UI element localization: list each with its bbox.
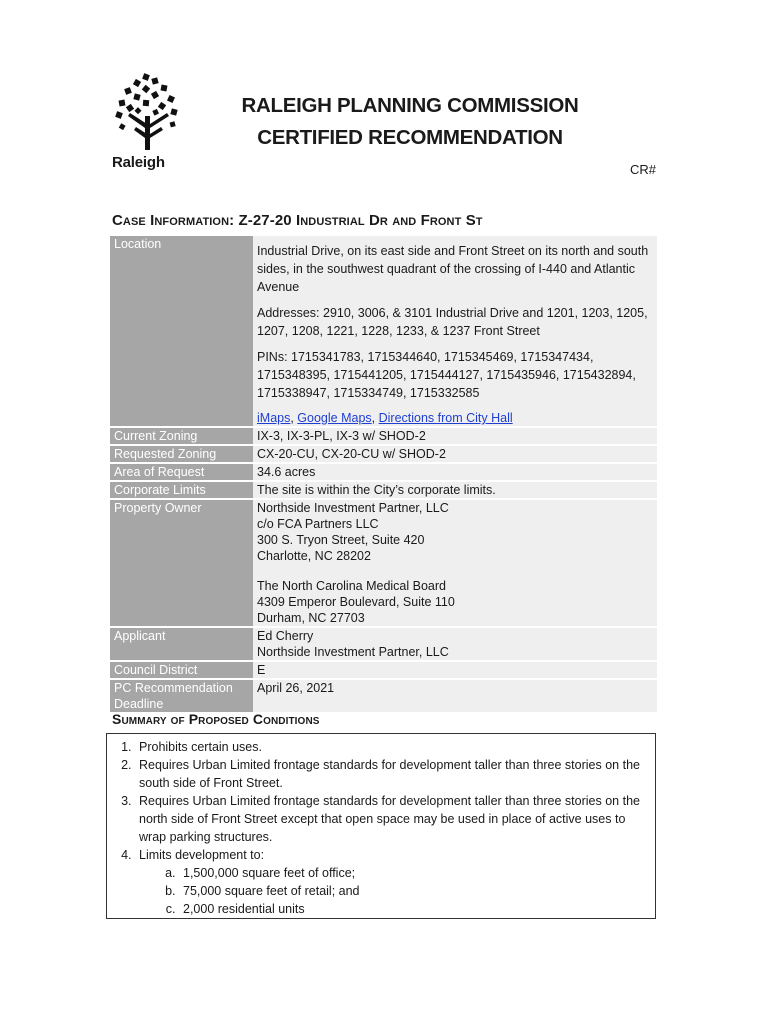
corporate-limits-value: The site is within the City’s corporate limits. (253, 482, 657, 498)
council-district-label: Council District (110, 662, 253, 678)
case-information-heading: Case Information: Z-27-20 Industrial Dr and Front St (112, 212, 483, 229)
owner-line: Northside Investment Partner, LLC (257, 501, 449, 515)
owner-line: c/o FCA Partners LLC (257, 517, 379, 531)
applicant-value (253, 628, 657, 660)
list-item: 2. Requires Urban Limited frontage standards for development taller than three stories on the south side of Front Street. (135, 756, 655, 792)
pc-deadline-label: PC Recommendation Deadline (110, 680, 253, 712)
council-district-value: E (253, 662, 657, 678)
imaps-link[interactable]: iMaps (257, 411, 291, 425)
oak-tree-icon (112, 72, 184, 152)
logo-wordmark: Raleigh (112, 154, 165, 171)
area-label: Area of Request (110, 464, 253, 480)
table-row-current-zoning (110, 428, 657, 444)
applicant-line: Ed Cherry (257, 629, 314, 643)
list-item: b. 75,000 square feet of retail; and (179, 882, 655, 900)
list-item: 3. Requires Urban Limited frontage standards for development taller than three stories on the north side of Front Street except that open space may be used in place of active uses to wrap parking structures. (135, 792, 655, 846)
owner-line: 300 S. Tryon Street, Suite 420 (257, 533, 425, 547)
page-title-line2: CERTIFIED RECOMMENDATION (257, 126, 563, 149)
applicant-label: Applicant (110, 628, 253, 660)
table-row-corporate-limits (110, 482, 657, 498)
location-pins: PINs: 1715341783, 1715344640, 1715345469, 1715347434, 1715348395, 1715441205, 1715444127, 1715435946, 1715432894, 1715338947, 1715334749, 1715332585 (257, 350, 636, 400)
cr-number-label: CR# (629, 162, 656, 177)
list-item: 4. Limits development to: a. 1,500,000 square feet of office; b. 75,000 square feet of retail; and c. 2,000 residential units (135, 846, 655, 918)
location-value (253, 236, 657, 426)
list-item: 1. Prohibits certain uses. (135, 738, 655, 756)
summary-conditions-box (106, 733, 656, 919)
current-zoning-label: Current Zoning (110, 428, 253, 444)
list-item: c. 2,000 residential units (179, 900, 655, 918)
list-item: a. 1,500,000 square feet of office; (179, 864, 655, 882)
table-row-applicant (110, 628, 657, 660)
owner2-line: 4309 Emperor Boulevard, Suite 110 (257, 595, 455, 609)
owner2-line: Durham, NC 27703 (257, 611, 365, 625)
current-zoning-value: IX-3, IX-3-PL, IX-3 w/ SHOD-2 (253, 428, 657, 444)
location-description: Industrial Drive, on its east side and Front Street on its north and south sides, in the southwest quadrant of the crossing of I-440 and Atlantic Avenue (257, 244, 649, 294)
property-owner-label: Property Owner (110, 500, 253, 626)
table-row-pc-deadline (110, 680, 657, 712)
raleigh-logo (112, 72, 184, 180)
owner2-line: The North Carolina Medical Board (257, 579, 446, 593)
location-addresses: Addresses: 2910, 3006, & 3101 Industrial Drive and 1201, 1203, 1205, 1207, 1208, 1221, 1228, 1233, & 1237 Front Street (257, 306, 648, 338)
table-row-requested-zoning (110, 446, 657, 462)
location-label: Location (110, 236, 253, 426)
table-row-property-owner (110, 500, 657, 626)
table-row-location (110, 236, 657, 426)
case-info-table (110, 234, 657, 714)
corporate-limits-label: Corporate Limits (110, 482, 253, 498)
owner-line: Charlotte, NC 28202 (257, 549, 371, 563)
applicant-line: Northside Investment Partner, LLC (257, 645, 449, 659)
page-title-line1: RALEIGH PLANNING COMMISSION (241, 94, 579, 117)
google-maps-link[interactable]: Google Maps (297, 411, 372, 425)
table-row-council-district (110, 662, 657, 678)
requested-zoning-label: Requested Zoning (110, 446, 253, 462)
table-row-area (110, 464, 657, 480)
map-links: iMaps, Google Maps, Directions from City Hall (257, 411, 513, 425)
summary-heading: Summary of Proposed Conditions (112, 711, 320, 727)
requested-zoning-value: CX-20-CU, CX-20-CU w/ SHOD-2 (253, 446, 657, 462)
pc-deadline-value: April 26, 2021 (253, 680, 657, 712)
directions-link[interactable]: Directions from City Hall (378, 411, 513, 425)
area-value: 34.6 acres (253, 464, 657, 480)
conditions-list (107, 738, 655, 918)
property-owner-value (253, 500, 657, 626)
development-limits-list (139, 864, 655, 918)
